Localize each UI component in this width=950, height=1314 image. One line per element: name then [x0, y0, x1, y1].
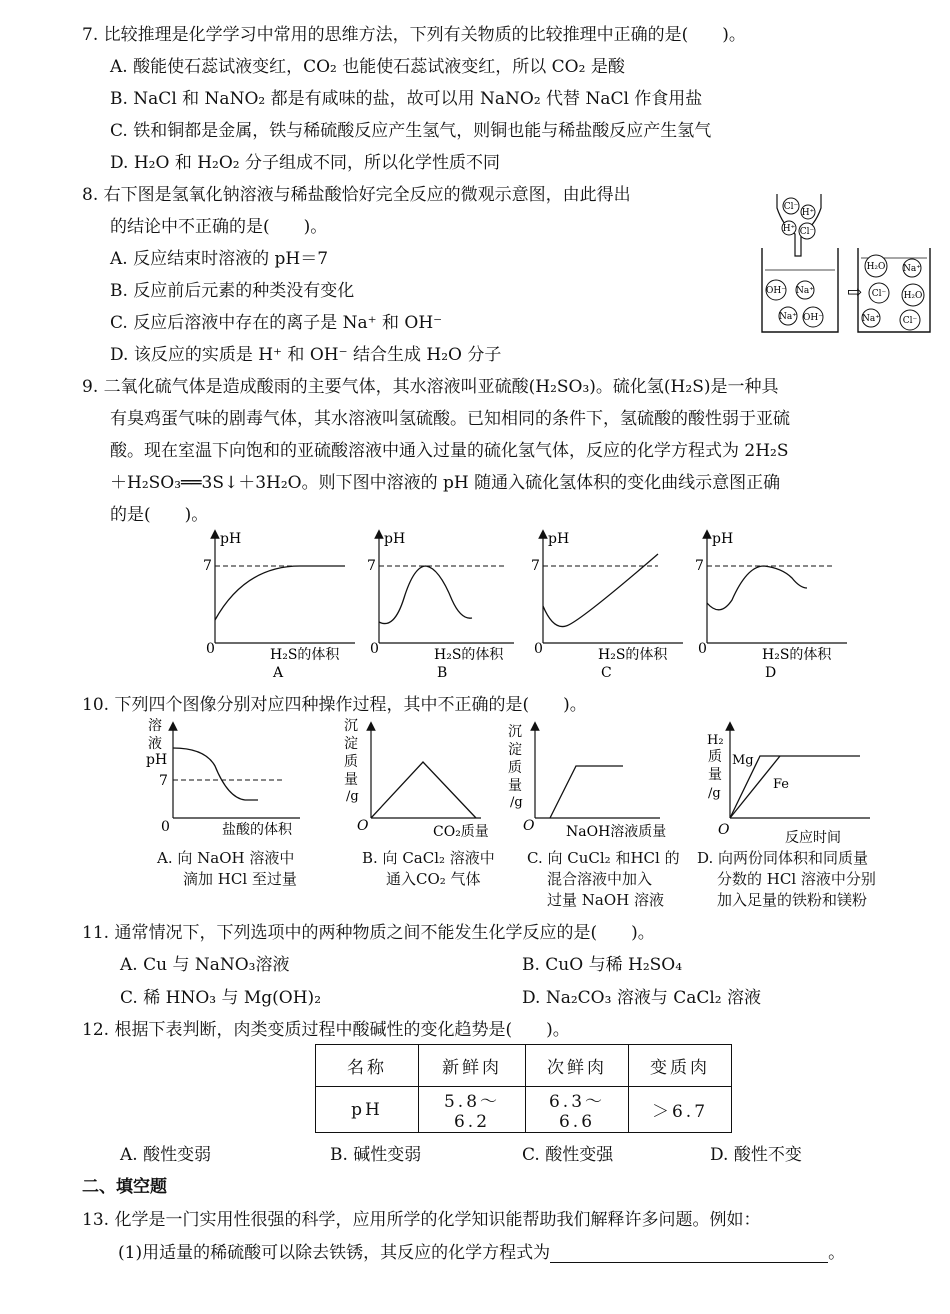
- diag-arrow: ⇨: [847, 282, 863, 303]
- reaction-micro-diagram: [755, 186, 935, 338]
- q13-stem: 13. 化学是一门实用性很强的科学，应用所学的化学知识能帮助我们解释许多问题。例如：: [82, 1210, 761, 1230]
- table-cell: 6.3～6.6: [526, 1087, 629, 1133]
- q10-graph-c: [508, 724, 666, 840]
- q11-option-b: B. CuO 与稀 H₂SO₄: [522, 955, 683, 975]
- diag-h-left: H⁺: [782, 224, 796, 234]
- q9-b-seven: 7: [367, 558, 376, 574]
- q10-a-y2: 液: [148, 736, 162, 752]
- q13-part1: [118, 1238, 845, 1263]
- table-cell: 新鲜肉: [419, 1045, 526, 1087]
- q10-b-xlabel: CO₂质量: [433, 824, 489, 840]
- table-cell: pH: [316, 1087, 419, 1133]
- q9-c-seven: 7: [531, 558, 540, 574]
- q9-ph-graphs: [200, 528, 870, 684]
- q9-a-ylabel: pH: [220, 531, 242, 547]
- q8-option-d: D. 该反应的实质是 H⁺ 和 OH⁻ 结合生成 H₂O 分子: [110, 345, 502, 365]
- q8-stem-line1: 8. 右下图是氢氧化钠溶液与稀盐酸恰好完全反应的微观示意图，由此得出: [82, 185, 631, 205]
- q10-c-y3: 质: [508, 760, 522, 776]
- q9-c-zero: 0: [534, 641, 543, 657]
- diag-h-top: H⁺: [801, 208, 815, 218]
- diag-na-4: Na⁺: [862, 314, 880, 324]
- q9-d-letter: D: [765, 665, 777, 681]
- table-cell: ＞6.7: [629, 1087, 732, 1133]
- q7-option-a: A. 酸能使石蕊试液变红，CO₂ 也能使石蕊试液变红，所以 CO₂ 是酸: [110, 57, 625, 77]
- q7-option-d: D. H₂O 和 H₂O₂ 分子组成不同，所以化学性质不同: [110, 153, 501, 173]
- q9-a-seven: 7: [203, 558, 212, 574]
- q9-line1: 9. 二氧化硫气体是造成酸雨的主要气体，其水溶液叫亚硫酸(H₂SO₃)。硫化氢(H₂S)是一种具: [82, 377, 779, 397]
- q10-graph-b: [344, 718, 489, 840]
- diag-h2o-2: H₂O: [903, 291, 923, 301]
- q9-d-seven: 7: [695, 558, 704, 574]
- table-cell: 变质肉: [629, 1045, 732, 1087]
- q9-d-zero: 0: [698, 641, 707, 657]
- q10-d-y2: 质: [708, 749, 722, 765]
- q10-d-y3: 量: [708, 767, 722, 783]
- q9-a-xlabel: H₂S的体积: [270, 647, 340, 663]
- q9-d-xlabel: H₂S的体积: [762, 647, 832, 663]
- q10-b-zero: O: [357, 818, 369, 834]
- q10-b-y3: 质: [344, 754, 358, 770]
- q11-option-d: D. Na₂CO₃ 溶液与 CaCl₂ 溶液: [522, 988, 762, 1008]
- q10-c-zero: O: [523, 818, 535, 834]
- q9-line5: 的是( )。: [110, 505, 209, 525]
- q10-a-y1: 溶: [148, 718, 162, 734]
- q10-d-xlabel: 反应时间: [785, 830, 841, 846]
- q11-option-a: A. Cu 与 NaNO₃溶液: [120, 955, 290, 975]
- q9-b-ylabel: pH: [384, 531, 406, 547]
- q9-b-letter: B: [437, 665, 448, 681]
- q9-graph-c: [531, 531, 683, 681]
- section-heading: 二、填空题: [82, 1177, 167, 1197]
- q10-b-y5: /g: [346, 789, 359, 804]
- q9-d-ylabel: pH: [712, 531, 734, 547]
- q9-line3: 酸。现在室温下向饱和的亚硫酸溶液中通入过量的硫化氢气体，反应的化学方程式为 2H₂S: [110, 441, 789, 461]
- q9-c-xlabel: H₂S的体积: [598, 647, 668, 663]
- q9-line4: ＋H₂SO₃══3S↓＋3H₂O。则下图中溶液的 pH 随通入硫化氢体积的变化曲线示意图正确: [110, 473, 781, 493]
- diag-h2o-1: H₂O: [866, 262, 886, 272]
- q10-d-mg-label: Mg: [732, 753, 754, 768]
- q9-a-zero: 0: [206, 641, 215, 657]
- q10-graph-d: [707, 726, 870, 846]
- q10-c-xlabel: NaOH溶液质量: [566, 824, 667, 840]
- q10-caption-c: C. 向 CuCl₂ 和HCl 的 混合溶液中加入 过量 NaOH 溶液: [527, 849, 680, 909]
- diag-na-1: Na⁺: [796, 286, 814, 296]
- q10-caption-b: B. 向 CaCl₂ 溶液中 通入CO₂ 气体: [362, 849, 495, 888]
- q13-part1-text: (1)用适量的稀硫酸可以除去铁锈，其反应的化学方程式为: [118, 1243, 551, 1263]
- q10-a-y3: pH: [146, 752, 168, 768]
- q10-c-y5: /g: [510, 795, 523, 810]
- q8-option-b: B. 反应前后元素的种类没有变化: [110, 281, 355, 301]
- q12-option-a: A. 酸性变弱: [120, 1145, 212, 1165]
- diag-na-3: Na⁺: [903, 264, 921, 274]
- q10-b-y1: 沉: [344, 718, 358, 734]
- q9-graph-b: [367, 531, 514, 681]
- q9-b-zero: 0: [370, 641, 379, 657]
- q10-stem: 10. 下列四个图像分别对应四种操作过程，其中不正确的是( )。: [82, 695, 587, 715]
- q10-a-zero: 0: [161, 819, 170, 835]
- table-header-row: [316, 1045, 732, 1087]
- q8-option-c: C. 反应后溶液中存在的离子是 Na⁺ 和 OH⁻: [110, 313, 443, 333]
- q10-d-y1: H₂: [707, 733, 724, 748]
- diag-cl-1: Cl⁻: [871, 289, 887, 299]
- diag-cl-top: Cl⁻: [783, 202, 799, 212]
- table-cell: 5.8～6.2: [419, 1087, 526, 1133]
- q10-a-xlabel: 盐酸的体积: [222, 822, 292, 838]
- q11-option-c: C. 稀 HNO₃ 与 Mg(OH)₂: [120, 988, 322, 1008]
- q10-c-y1: 沉: [508, 724, 522, 740]
- diag-na-2: Na⁺: [779, 312, 797, 322]
- q9-graph-a: [203, 531, 355, 681]
- q9-line2: 有臭鸡蛋气味的剧毒气体，其水溶液叫氢硫酸。已知相同的条件下，氢硫酸的酸性弱于亚硫: [110, 409, 790, 429]
- q10-b-y2: 淀: [344, 736, 358, 752]
- q10-caption-d: D. 向两份同体积和同质量 分数的 HCl 溶液中分别 加入足量的铁粉和镁粉: [697, 849, 876, 909]
- q12-option-b: B. 碱性变弱: [330, 1145, 422, 1165]
- q12-stem: 12. 根据下表判断，肉类变质过程中酸碱性的变化趋势是( )。: [82, 1020, 570, 1040]
- q7-option-b: B. NaCl 和 NaNO₂ 都是有咸味的盐，故可以用 NaNO₂ 代替 NaCl 作食用盐: [110, 89, 703, 109]
- q10-caption-a: A. 向 NaOH 溶液中 滴加 HCl 至过量: [157, 849, 297, 888]
- q11-stem: 11. 通常情况下，下列选项中的两种物质之间不能发生化学反应的是( )。: [82, 923, 655, 943]
- q9-b-xlabel: H₂S的体积: [434, 647, 504, 663]
- q9-graph-d: [695, 531, 847, 681]
- q8-stem-line2: 的结论中不正确的是( )。: [110, 217, 328, 237]
- q10-b-y4: 量: [344, 772, 358, 788]
- q10-graph-a: [146, 718, 300, 838]
- q10-d-zero: O: [718, 822, 730, 838]
- diag-oh-1: OH⁻: [766, 286, 786, 296]
- q12-option-d: D. 酸性不变: [710, 1145, 802, 1165]
- q10-d-y4: /g: [708, 786, 721, 801]
- q9-c-ylabel: pH: [548, 531, 570, 547]
- diag-cl-mid: Cl⁻: [799, 227, 815, 237]
- table-cell: 次鲜肉: [526, 1045, 629, 1087]
- q10-d-fe-label: Fe: [773, 777, 790, 792]
- q13-end: 。: [828, 1243, 846, 1263]
- answer-blank[interactable]: [550, 1246, 828, 1263]
- q10-graphs: [140, 718, 920, 848]
- diag-oh-2: OH⁻: [803, 313, 823, 323]
- q7-option-c: C. 铁和铜都是金属，铁与稀硫酸反应产生氢气，则铜也能与稀盐酸反应产生氢气: [110, 121, 712, 141]
- q10-c-y4: 量: [508, 778, 522, 794]
- table-row: [316, 1087, 732, 1133]
- q10-a-seven: 7: [159, 773, 168, 789]
- q9-a-letter: A: [273, 665, 284, 681]
- q9-c-letter: C: [601, 665, 612, 681]
- q10-c-y2: 淀: [508, 742, 522, 758]
- meat-ph-table: [315, 1044, 732, 1133]
- q8-option-a: A. 反应结束时溶液的 pH＝7: [110, 249, 329, 269]
- diag-cl-2: Cl⁻: [902, 316, 918, 326]
- table-cell: 名称: [316, 1045, 419, 1087]
- q12-option-c: C. 酸性变强: [522, 1145, 614, 1165]
- q7-stem: 7. 比较推理是化学学习中常用的思维方法，下列有关物质的比较推理中正确的是( )。: [82, 25, 746, 45]
